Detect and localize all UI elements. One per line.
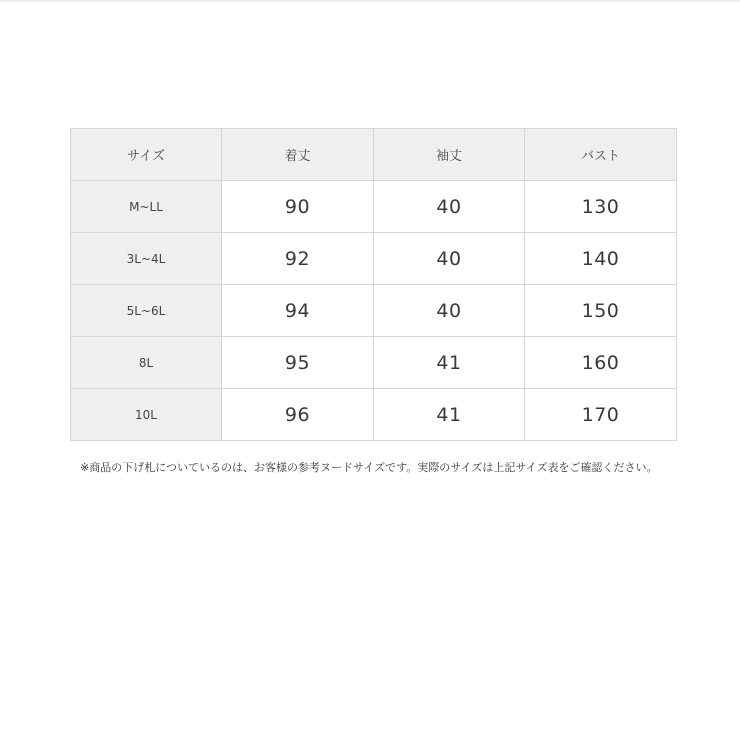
size-label: 8L	[71, 337, 222, 389]
bust-value: 170	[525, 389, 677, 441]
length-value: 95	[222, 337, 374, 389]
sleeve-value: 41	[374, 389, 525, 441]
sleeve-value: 41	[374, 337, 525, 389]
sleeve-value: 40	[374, 233, 525, 285]
size-note: ※商品の下げ札についているのは、お客様の参考ヌードサイズです。実際のサイズは上記サイズ表をご確認ください。	[80, 461, 658, 474]
size-label: 5L~6L	[71, 285, 222, 337]
bust-value: 140	[525, 233, 677, 285]
bust-value: 160	[525, 337, 677, 389]
length-value: 96	[222, 389, 374, 441]
length-value: 94	[222, 285, 374, 337]
sleeve-value: 40	[374, 285, 525, 337]
length-value: 92	[222, 233, 374, 285]
size-label: 3L~4L	[71, 233, 222, 285]
size-label: M~LL	[71, 181, 222, 233]
header-length: 着丈	[222, 129, 374, 181]
size-chart-table	[70, 128, 677, 441]
table-row	[71, 233, 677, 285]
table-row	[71, 285, 677, 337]
bust-value: 150	[525, 285, 677, 337]
table-row	[71, 181, 677, 233]
sleeve-value: 40	[374, 181, 525, 233]
table-row	[71, 337, 677, 389]
header-size: サイズ	[71, 129, 222, 181]
table-header-row	[71, 129, 677, 181]
header-bust: バスト	[525, 129, 677, 181]
header-sleeve: 袖丈	[374, 129, 525, 181]
length-value: 90	[222, 181, 374, 233]
top-divider	[0, 0, 740, 2]
bust-value: 130	[525, 181, 677, 233]
size-label: 10L	[71, 389, 222, 441]
table-row	[71, 389, 677, 441]
